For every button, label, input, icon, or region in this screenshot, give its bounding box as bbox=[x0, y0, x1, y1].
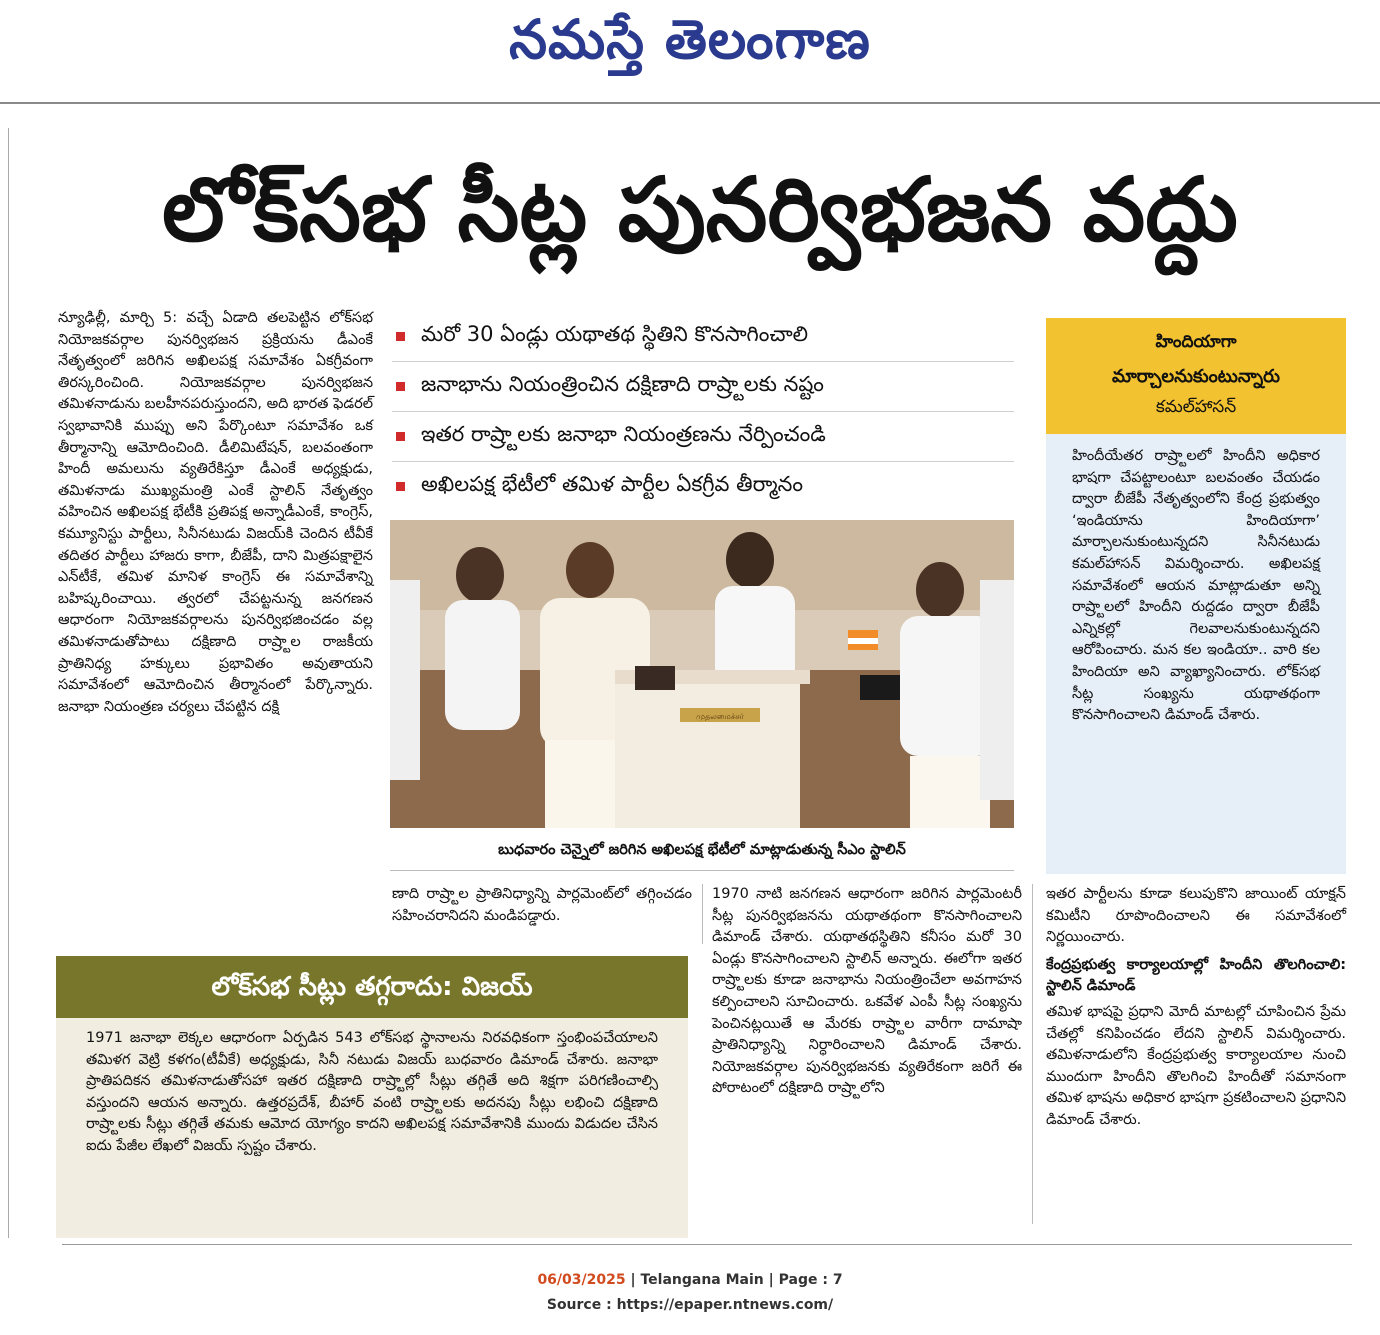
newspaper-logo: నమస్తే తెలంగాణ bbox=[509, 8, 871, 71]
bullet-points bbox=[392, 312, 1014, 511]
bullet-text: జనాభాను నియంత్రించిన దక్షిణాది రాష్ర్టాలకు నష్టం bbox=[421, 371, 824, 396]
footer-source: Source : https://epaper.ntnews.com/ bbox=[546, 1297, 834, 1313]
story-column-2 bbox=[392, 884, 692, 927]
sidebar-header bbox=[1046, 318, 1346, 434]
bullet-text: ఇతర రాష్ర్టాలకు జనాభా నియంత్రణను నేర్పించండి bbox=[421, 421, 826, 446]
story-column-1 bbox=[58, 308, 373, 718]
story-column-3 bbox=[712, 884, 1022, 1100]
bullet-text: అఖిలపక్ష భేటీలో తమిళ పార్టీల ఏకగ్రీవ తీర్మానం bbox=[421, 471, 803, 496]
bullet-item bbox=[392, 312, 1014, 362]
sidebar-body bbox=[1046, 434, 1346, 874]
story-text-col1: న్యూఢిల్లీ, మార్చి 5: వచ్చే ఏడాది తలపెట్టిన లోక్‌సభ నియోజకవర్గాల పునర్విభజన ప్రక్రియను డీఎంకే నేతృత్వంలో జరిగిన అఖిలపక్ష సమావేశం ఏకగ్రీవంగా తిరస్కరించింది. నియోజకవర్గాల పునర్విభజన తమిళనాడును బలహీనపరుస్తుందని, అది భారత ఫెడరల్ స్వభావానికి ముప్పు అని పేర్కొంటూ సమావేశం ఒక తీర్మానాన్ని ఆమోదించింది. డీలిమిటేషన్, బలవంతంగా హిందీ అమలును వ్యతిరేకిస్తూ డీఎంకే అధ్యక్షుడు, తమిళనాడు ముఖ్యమంత్రి ఎంకే స్టాలిన్ నేతృత్వం వహించిన అఖిలపక్ష భేటీకి ప్రతిపక్ష అన్నాడీఎంకే, కాంగ్రెస్, కమ్యూనిస్టు పార్టీలు, సినీనటుడు విజయ్‌కి చెందిన టీవీకే తదితర పార్టీలు హాజరు కాగా, బీజేపీ, దాని మిత్రపక్షాలైన ఎన్‌టీకే, తమిళ మానిళ కాంగ్రెస్ ఈ సమావేశాన్ని బహిష్కరించాయి. త్వరలో చేపట్టనున్న జనగణన ఆధారంగా నియోజకవర్గాలను పునర్విభజించడం వల్ల తమిళనాడుతోపాటు దక్షిణాది రాష్ర్టాల రాజకీయ ప్రాతినిధ్య హక్కులు ప్రభావితం అవుతాయని సమావేశంలో ఆమోదించిన తీర్మానంలో పేర్కొన్నారు. జనాభా నియంత్రణ చర్యలు చేపట్టిన దక్షి bbox=[58, 310, 373, 715]
meeting-photo bbox=[390, 520, 1014, 828]
bottom-divider bbox=[62, 1244, 1352, 1245]
vijay-box-text: 1971 జనాభా లెక్కల ఆధారంగా ఏర్పడిన 543 లోక్‌సభ స్థానాలను నిరవధికంగా స్తంభింపచేయాలని తమిళగ వెట్రి కళగం(టీవీకే) అధ్యక్షుడు, సినీ నటుడు విజయ్ బుధవారం డిమాండ్ చేశారు. జనాభా ప్రాతిపదికన తమిళనాడుతోసహా ఇతర దక్షిణాది రాష్ర్టాల్లో సీట్లు తగ్గితే అది శిక్షగా పరిగణించాల్సి వస్తుందని ఆయన అన్నారు. ఉత్తరప్రదేశ్, బీహార్ వంటి రాష్ర్టాలకు అదనపు సీట్లు లభించి దక్షిణాది రాష్ర్టాలకు సీట్లు తగ్గితే తమకు ఆమోద యోగ్యం కాదని అఖిలపక్ష సమావేశానికి ముందు విడుదల చేసిన ఐదు పేజీల లేఖలో విజయ్ స్పష్టం చేశారు. bbox=[86, 1030, 658, 1154]
bullet-item bbox=[392, 362, 1014, 412]
bullet-item bbox=[392, 412, 1014, 462]
meeting-photo-illustration bbox=[390, 520, 1014, 828]
footer-edition bbox=[0, 1272, 1380, 1288]
bullet-text: మరో 30 ఏండ్లు యథాతథ స్థితిని కొనసాగించాలి bbox=[421, 321, 809, 346]
bullet-item bbox=[392, 462, 1014, 511]
story-text-col4: ఇతర పార్టీలను కూడా కలుపుకొని జాయింట్ యాక్షన్ కమిటీని రూపొందించాలని ఈ సమావేశంలో నిర్ణయించారు. bbox=[1046, 886, 1346, 946]
vijay-box-title: లోక్‌సభ సీట్లు తగ్గరాదు: విజయ్ bbox=[56, 956, 688, 1018]
footer-edition-text: | Telangana Main | Page : 7 bbox=[630, 1272, 843, 1288]
bullet-square-icon bbox=[396, 482, 405, 491]
story-subhead: కేంద్రప్రభుత్వ కార్యాలయాల్లో హిందీని తొలగించాలి: స్టాలిన్ డిమాండ్ bbox=[1046, 956, 1346, 995]
main-headline: లోక్‌సభ సీట్ల పునర్విభజన వద్దు bbox=[162, 158, 1238, 261]
bullet-square-icon bbox=[396, 332, 405, 341]
vijay-box-body bbox=[86, 1028, 658, 1158]
sidebar-title-line1: హిందియాగా bbox=[1155, 332, 1237, 352]
story-text-col3: 1970 నాటి జనగణన ఆధారంగా జరిగిన పార్లమెంటరీ సీట్ల పునర్విభజనను యథాతథంగా కొనసాగించాలని డిమాండ్ చేశారు. యథాతథస్థితిని కనీసం మరో 30 ఏండ్లు కొనసాగించాలని స్టాలిన్ అన్నారు. ఈలోగా ఇతర రాష్ర్టాలకు కూడా జనాభాను నియంత్రించేలా అవగాహన కల్పించాలని సూచించారు. ఒకవేళ ఎంపీ సీట్ల సంఖ్యను పెంచినట్లయితే ఆ మేరకు రాష్ర్టాల వారీగా దామాషా ప్రాతినిధ్యాన్ని నిర్ధారించాలని డిమాండ్ చేశారు. నియోజకవర్గాల పునర్విభజనకు వ్యతిరేకంగా జరిగే ఈ పోరాటంలో దక్షిణాది రాష్ర్టాలోని bbox=[712, 886, 1022, 1097]
sidebar-title-line2: మార్చాలనుకుంటున్నారు bbox=[1111, 366, 1281, 387]
masthead bbox=[0, 0, 1380, 100]
story-text-col4b: తమిళ భాషపై ప్రధాని మోదీ మాటల్లో చూపించిన ప్రేమ చేతల్లో కనిపించడం లేదని స్టాలిన్ విమర్శించారు. తమిళనాడులోని కేంద్రప్రభుత్వ కార్యాలయాల నుంచి ముందుగా హిందీని తొలగించి హిందీతో సమానంగా తమిళ భాషను అధికార భాషగా ప్రకటించాలని ప్రధానిని డిమాండ్ చేశారు. bbox=[1046, 1003, 1346, 1128]
masthead-divider bbox=[0, 102, 1380, 104]
nameplate-text: முதலமைச்சர் bbox=[696, 712, 744, 721]
story-text-col2: ణాది రాష్ర్టాల ప్రాతినిధ్యాన్ని పార్లమెంట్‌లో తగ్గించడం సహించరానిదని మండిపడ్డారు. bbox=[392, 886, 692, 924]
caption-divider bbox=[390, 870, 1014, 871]
bullet-square-icon bbox=[396, 382, 405, 391]
column-divider bbox=[1032, 884, 1033, 1224]
page-edge-line bbox=[8, 128, 9, 1238]
sidebar-byline: కమల్‌హాసన్ bbox=[1155, 397, 1237, 417]
photo-caption: బుధవారం చెన్నైలో జరిగిన అఖిలపక్ష భేటీలో మాట్లాడుతున్న సీఎం స్టాలిన్ bbox=[498, 842, 906, 858]
footer-date: 06/03/2025 bbox=[537, 1272, 626, 1288]
column-divider bbox=[702, 884, 703, 944]
sidebar-text: హిందీయేతర రాష్ర్టాలలో హిందీని అధికార భాషగా చేపట్టాలంటూ బలవంతం చేయడం ద్వారా బీజేపీ నేతృత్వంలోని కేంద్ర ప్రభుత్వం ‘ఇండియాను హిందియాగా’ మార్చాలనుకుంటున్నదని సినీనటుడు కమల్‌హాసన్ విమర్శించారు. అఖిలపక్ష సమావేశంలో ఆయన మాట్లాడుతూ అన్ని రాష్ర్టాలలో హిందీని రుద్దడం ద్వారా బీజేపీ ఎన్నికల్లో గెలవాలనుకుంటున్నదని ఆరోపించారు. మన కల ఇండియా.. వారి కల హిందియా అని వ్యాఖ్యానించారు. లోక్‌సభ సీట్ల సంఖ్యను యథాతథంగా కొనసాగించాలని డిమాండ్ చేశారు. bbox=[1072, 448, 1320, 724]
bullet-square-icon bbox=[396, 432, 405, 441]
story-column-4 bbox=[1046, 884, 1346, 1132]
